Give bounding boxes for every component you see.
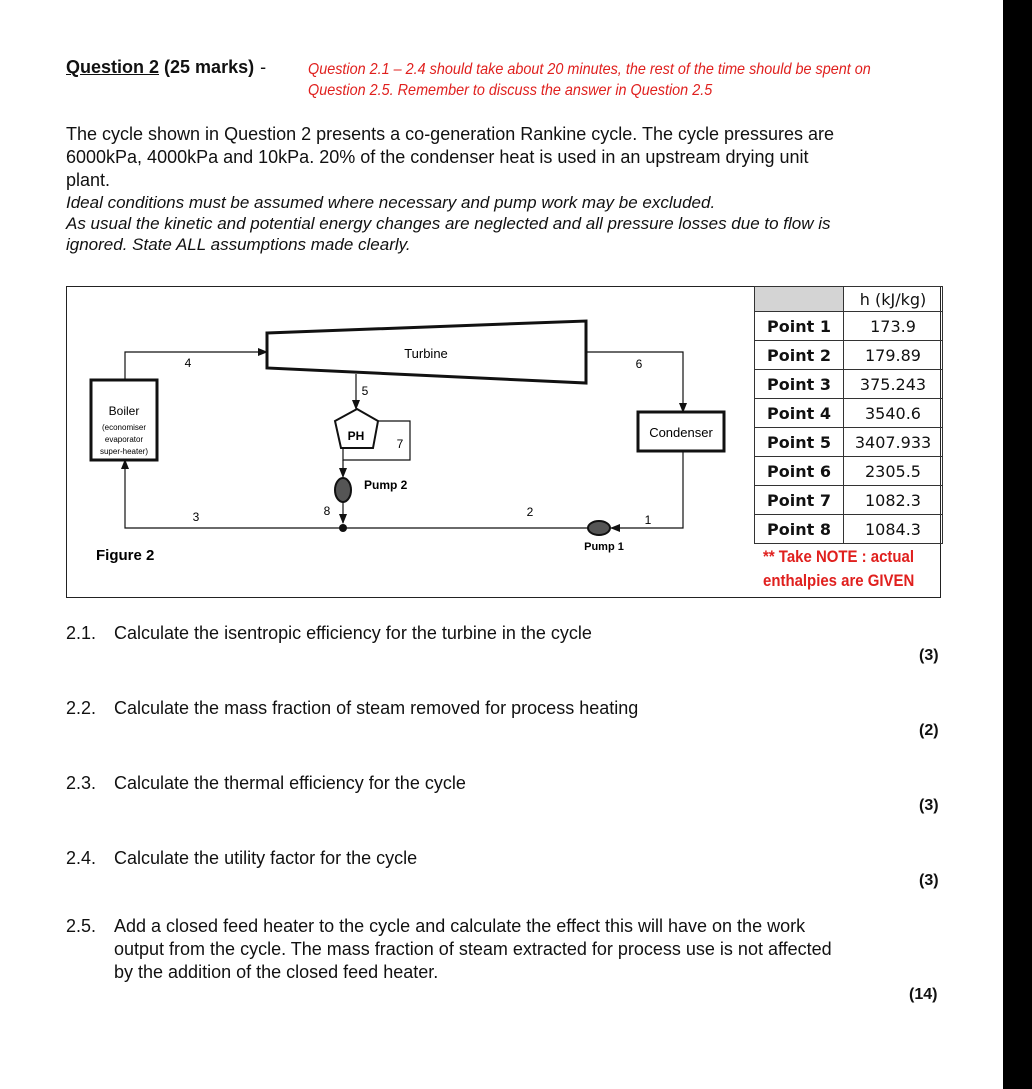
boiler-sub-label: super-heater) <box>99 447 149 456</box>
state-label-1: 1 <box>644 513 652 527</box>
table-row <box>755 428 943 457</box>
table-row <box>755 341 943 370</box>
point-label: Point 6 <box>755 457 844 486</box>
table-header-blank <box>755 287 844 312</box>
question-2-2 <box>66 698 638 719</box>
question-text: Calculate the thermal efficiency for the cycle <box>114 773 466 793</box>
question-number: 2.5. <box>66 916 97 936</box>
title-dash: - <box>260 57 267 77</box>
state-label-3: 3 <box>192 510 200 524</box>
enthalpy-table <box>754 286 943 544</box>
condenser-label: Condenser <box>649 425 713 440</box>
question-marks: (3) <box>919 872 939 889</box>
question-marks: (2) <box>919 722 939 739</box>
state-label-8: 8 <box>323 504 331 518</box>
figure-caption: Figure 2 <box>96 547 155 564</box>
enthalpy-value: 173.9 <box>844 312 943 341</box>
enthalpy-value: 3540.6 <box>844 399 943 428</box>
enthalpy-value: 375.243 <box>844 370 943 399</box>
state-label-2: 2 <box>526 505 534 519</box>
question-number: Question 2 <box>66 57 160 77</box>
point-label: Point 3 <box>755 370 844 399</box>
table-row <box>755 370 943 399</box>
pump-1-icon <box>588 521 610 535</box>
question-marks: (3) <box>919 797 939 814</box>
boiler-sub-label: evaporator <box>104 435 144 444</box>
question-marks: (25 marks) <box>164 57 255 77</box>
intro-line: plant. <box>66 170 111 190</box>
boiler-label: Boiler <box>108 404 140 418</box>
state-label-7: 7 <box>396 437 404 451</box>
enthalpy-value: 1082.3 <box>844 486 943 515</box>
point-label: Point 7 <box>755 486 844 515</box>
assumption-line: As usual the kinetic and potential energy changes are neglected and all pressure losses due to flow is <box>66 214 831 233</box>
question-number: 2.4. <box>66 848 97 868</box>
enthalpy-value: 179.89 <box>844 341 943 370</box>
boiler-sub-label: (economiser <box>101 423 147 432</box>
question-number: 2.2. <box>66 698 97 718</box>
question-text: Calculate the isentropic efficiency for the turbine in the cycle <box>114 623 592 643</box>
table-row <box>755 312 943 341</box>
table-header-row <box>755 287 943 312</box>
process-heater-label: PH <box>347 429 365 443</box>
line-3 <box>125 460 343 528</box>
question-2-4 <box>66 848 417 869</box>
line-6 <box>586 352 683 412</box>
table-note <box>763 545 914 593</box>
question-marks: (14) <box>909 986 938 1003</box>
question-text: Calculate the mass fraction of steam removed for process heating <box>114 698 639 718</box>
intro-line: 6000kPa, 4000kPa and 10kPa. 20% of the condenser heat is used in an upstream drying unit <box>66 147 809 167</box>
question-2-5 <box>66 915 832 984</box>
question-2-3 <box>66 773 466 794</box>
table-row <box>755 399 943 428</box>
point-label: Point 2 <box>755 341 844 370</box>
enthalpy-value: 1084.3 <box>844 515 943 544</box>
time-note-line1: Question 2.1 – 2.4 should take about 20 minutes, the rest of the time should be spent on <box>308 61 871 78</box>
intro-line: The cycle shown in Question 2 presents a co-generation Rankine cycle. The cycle pressures are <box>66 124 835 144</box>
assumption-line: ignored. State ALL assumptions made clearly. <box>66 235 411 254</box>
point-label: Point 8 <box>755 515 844 544</box>
table-row <box>755 457 943 486</box>
question-number: 2.3. <box>66 773 97 793</box>
point-label: Point 1 <box>755 312 844 341</box>
line-4 <box>125 352 267 380</box>
question-line <box>66 915 832 938</box>
assumption-line: Ideal conditions must be assumed where necessary and pump work may be excluded. <box>66 193 716 212</box>
enthalpy-value: 2305.5 <box>844 457 943 486</box>
pump-2-icon <box>335 478 351 502</box>
pump-2-label: Pump 2 <box>364 478 408 492</box>
turbine-label: Turbine <box>404 346 448 361</box>
question-text: Calculate the utility factor for the cycle <box>114 848 418 868</box>
point-label: Point 4 <box>755 399 844 428</box>
state-label-4: 4 <box>184 356 192 370</box>
table-note-line1: ** Take NOTE : actual <box>763 547 915 566</box>
question-text: by the addition of the closed feed heater. <box>114 962 439 982</box>
mixing-point <box>339 524 347 532</box>
pump-1-label: Pump 1 <box>584 541 624 553</box>
state-label-6: 6 <box>635 357 643 371</box>
table-row <box>755 515 943 544</box>
state-label-5: 5 <box>361 384 369 398</box>
question-text: Add a closed feed heater to the cycle and calculate the effect this will have on the work <box>114 916 806 936</box>
question-text: output from the cycle. The mass fraction of steam extracted for process use is not affected <box>114 939 832 959</box>
point-label: Point 5 <box>755 428 844 457</box>
table-note-line2: enthalpies are GIVEN <box>763 571 915 590</box>
table-row <box>755 486 943 515</box>
question-marks: (3) <box>919 647 939 664</box>
question-2-1 <box>66 623 592 644</box>
table-header-h: h (kJ/kg) <box>844 287 943 312</box>
question-number: 2.1. <box>66 623 97 643</box>
enthalpy-value: 3407.933 <box>844 428 943 457</box>
time-note-line2: Question 2.5. Remember to discuss the answer in Question 2.5 <box>308 82 713 99</box>
